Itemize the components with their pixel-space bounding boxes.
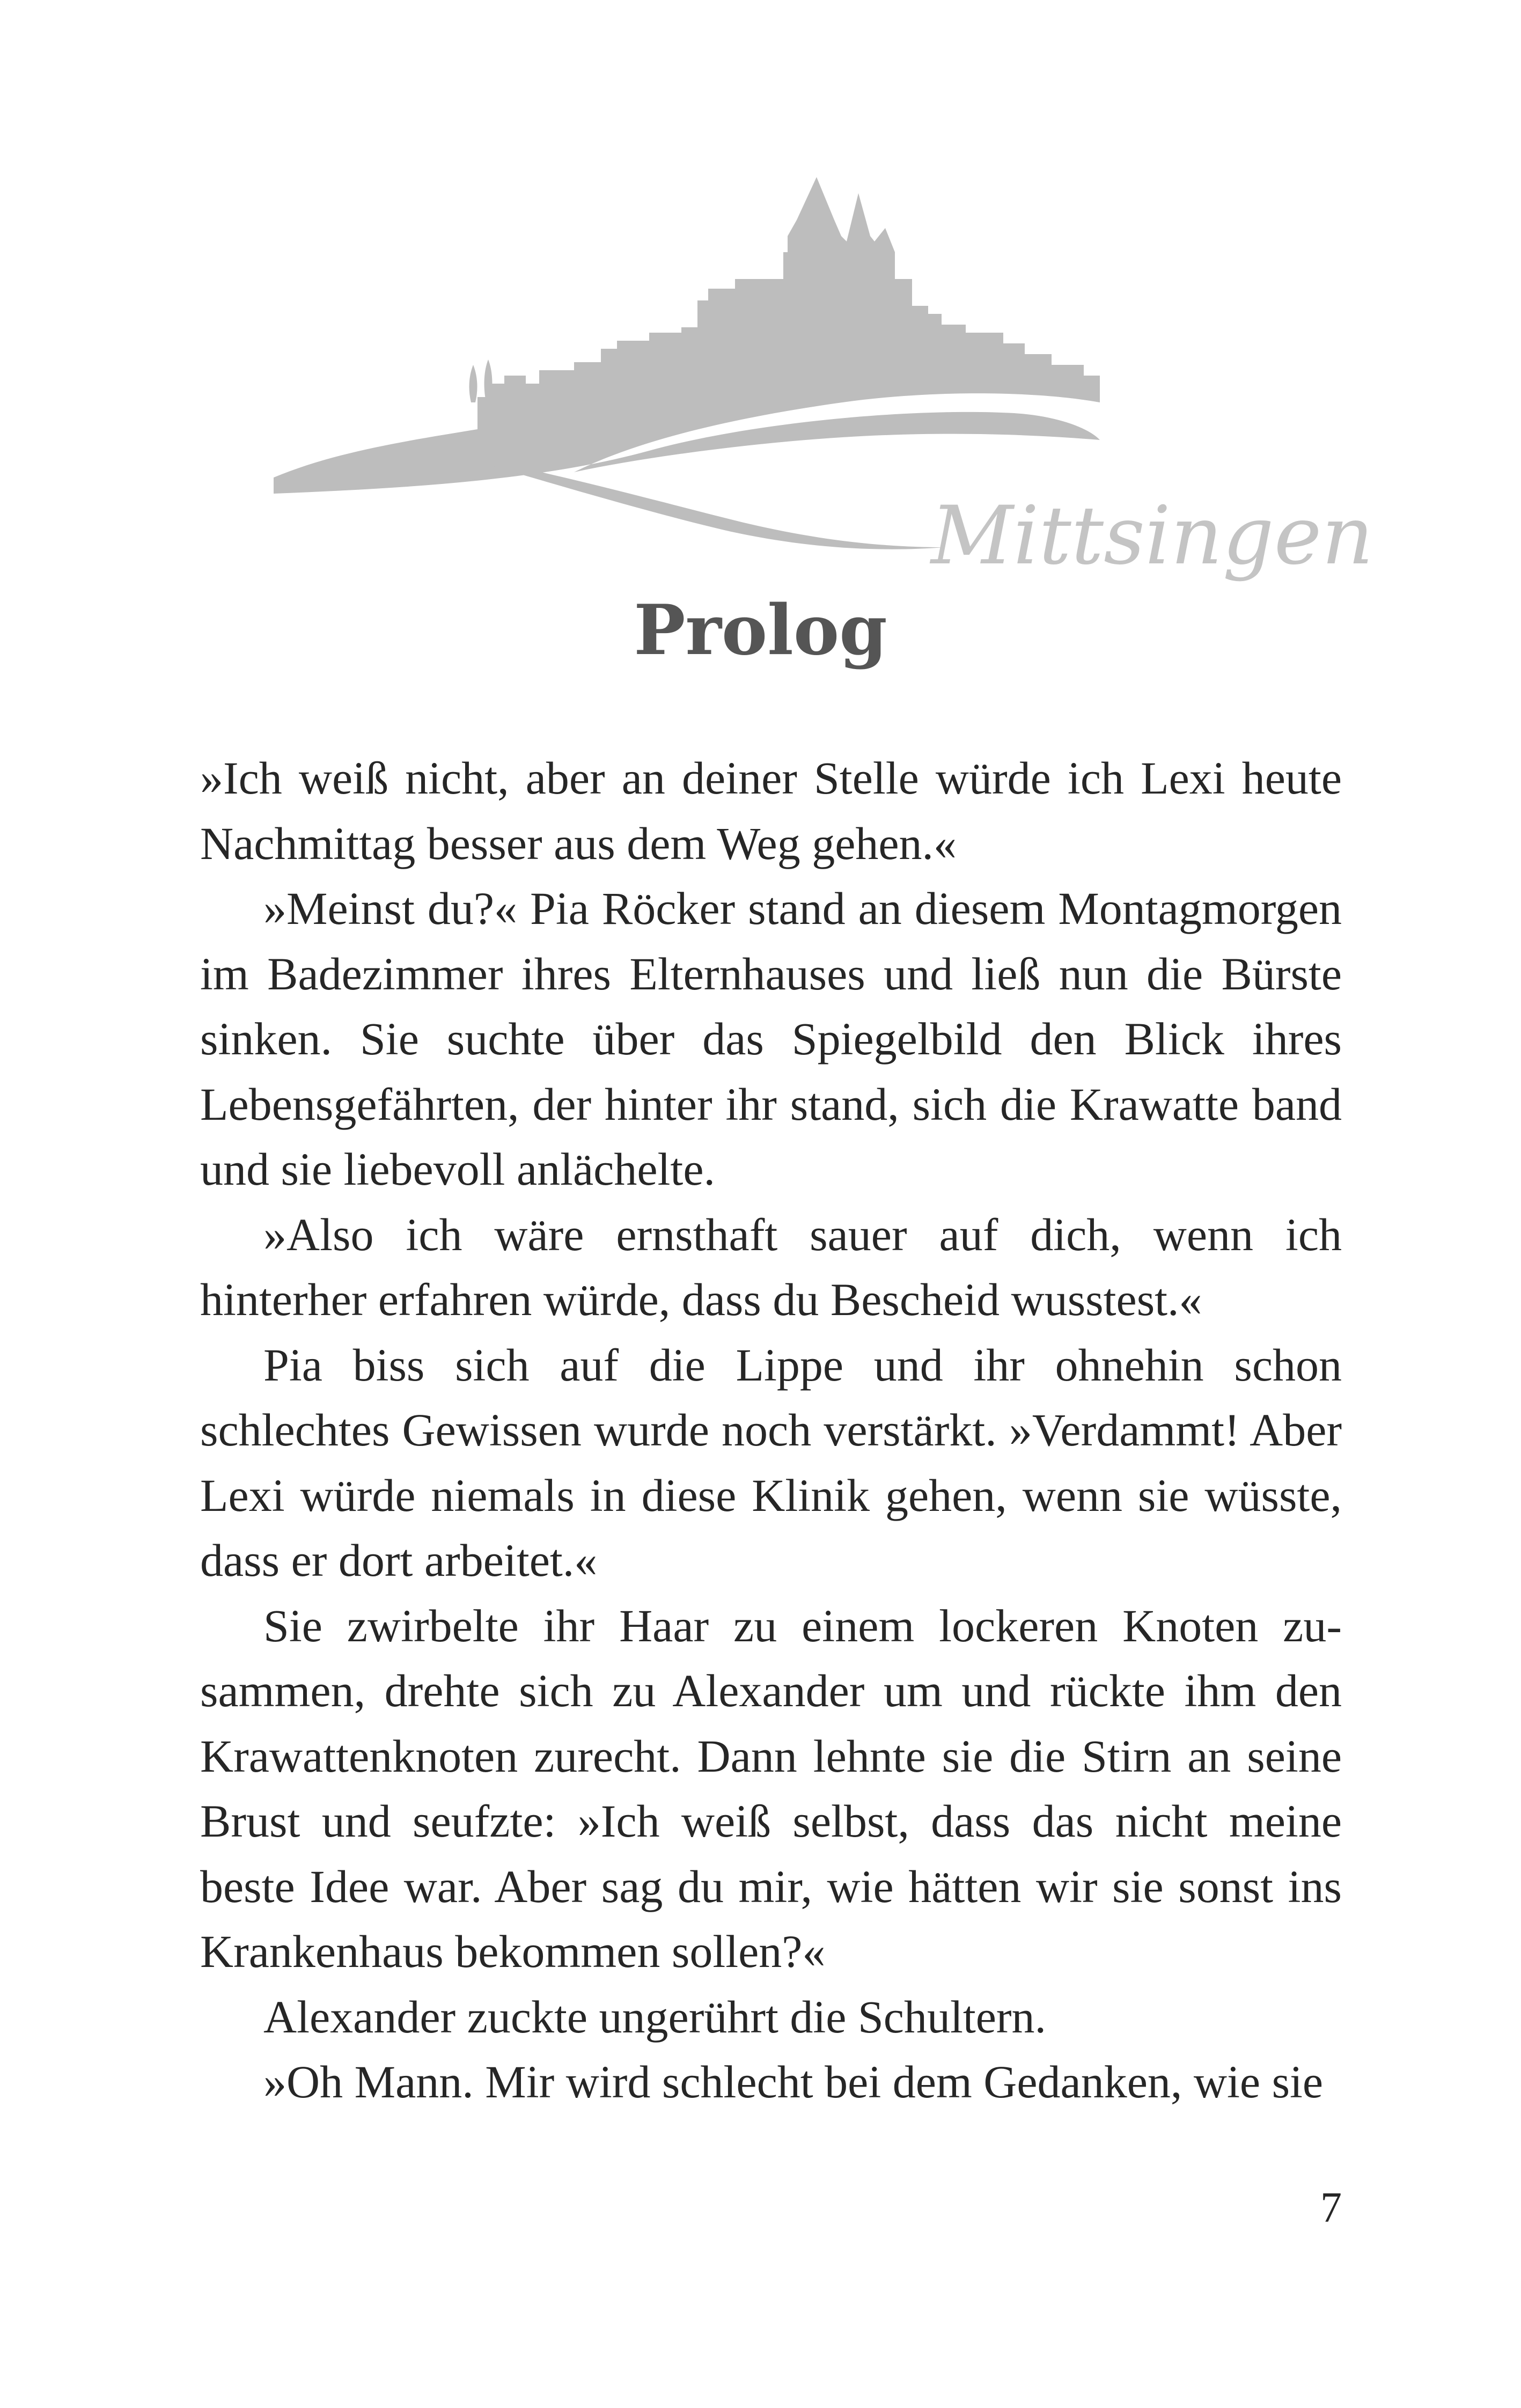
paragraph: Pia biss sich auf die Lippe und ihr ohnehin schon schlechtes Gewissen wurde noch verstärkt. »Verdammt! Aber Lexi würde niemals in diese Klinik gehen, wenn sie wüsste, dass er dort arbeitet.« [200, 1339, 1342, 1586]
logo-wordmark: Mittsingen [931, 489, 1374, 583]
paragraph: Alexander zuckte ungerührt die Schultern. [263, 1991, 1047, 2043]
town-silhouette-illustration [274, 172, 1374, 583]
paragraph: »Also ich wäre ernsthaft sauer auf dich, wenn ich hinterher erfahren würde, dass du Bescheid wusstest.« [200, 1208, 1342, 1325]
paragraph: »Oh Mann. Mir wird schlecht bei dem Gedanken, wie sie [263, 2056, 1324, 2108]
chapter-title: Prolog [634, 590, 887, 671]
page-number: 7 [1320, 2184, 1342, 2231]
paragraph: »Meinst du?« Pia Röcker stand an diesem Montagmorgen im Badezimmer ihres Elternhauses und ließ nun die Bürste sinken. Sie suchte über das Spiegelbild den Blick ihres Lebensgefährten, der hinter ihr stand, sich die Krawatte band und sie liebevoll anlächelte. [200, 883, 1342, 1195]
paragraph: Sie zwirbelte ihr Haar zu einem lockeren Knoten zusammen, drehte sich zu Alexander um und rückte ihm den Krawattenknoten zurecht. Dann lehnte sie die Stirn an seine Brust und seufzte: »Ich weiß selbst, dass das nicht meine beste Idee war. Aber sag du mir, wie hätten wir sie sonst ins Krankenhaus bekommen sollen?« [200, 1599, 1342, 1977]
mittsingen-logo [274, 172, 1374, 583]
paragraph: »Ich weiß nicht, aber an deiner Stelle würde ich Lexi heute Nachmittag besser aus dem Weg gehen.« [200, 752, 1342, 869]
body-text [200, 746, 1342, 2115]
